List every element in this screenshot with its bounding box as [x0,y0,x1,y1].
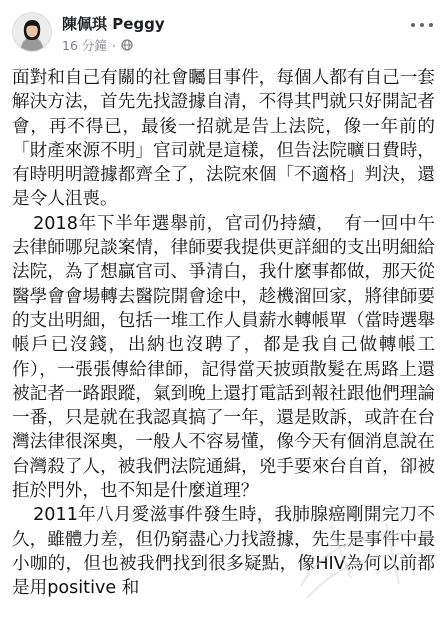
more-options-icon[interactable] [411,18,433,32]
post-header [0,0,447,62]
more-options-dot [411,23,415,27]
post-body [12,66,435,601]
meta-separator: · [111,37,116,53]
avatar-portrait-icon [13,13,51,51]
author-avatar[interactable] [12,12,52,52]
post-timestamp[interactable]: 16 分鐘 [62,38,107,53]
globe-icon[interactable] [121,39,133,51]
post-paragraph-1: 面對和自己有關的社會矚目事件，每個人都有自己一套解決方法，首先先找證據自清，不得其門就只好開記者會，再不得已，最後一招就是告上法院，像一年前的「財產來源不明」官司就是這樣，但告法院曠日費時，有時明明證據都齊全了，法院來個「不適格」判決，還是令人沮喪。 [12,68,435,210]
post-paragraph-3: 2011年八月愛滋事件發生時，我肺腺癌剛開完刀不久，雖體力差，但仍窮盡心力找證據，先生是事件中最小咖的，但也被我們找到很多疑點，像HIV為何以前都是用positive 和 [12,505,435,599]
post-paragraph-2: 2018年下半年選舉前，官司仍持續， 有一回中午去律師哪兒談案情，律師要我提供更詳細的支出明細給法院，為了想贏官司、爭清白，我什麼事都做，那天從醫學會會場轉去醫院開會途中，趁機溜回家，將律師要的支出明細，包括一堆工作人員薪水轉帳單（當時選舉帳戶已沒錢，出納也沒聘了，都是我自己做轉帳工作），一張張傳給律師，記得當天披頭散髮在馬路上還被記者一路跟蹤，氣到晚上還打電話到報社跟他們理論一番，只是就在我認真搞了一年，還是敗訴，或許在台灣法律很深奧，一般人不容易懂，像今天有個消息說在台灣殺了人，被我們法院通緝，兇手要來台自首，卻被拒於門外，也不知是什麼道理？ [12,213,435,502]
post-meta [62,36,133,54]
more-options-dot [429,23,433,27]
author-name[interactable]: 陳佩琪 Peggy [62,15,165,33]
more-options-dot [420,23,424,27]
